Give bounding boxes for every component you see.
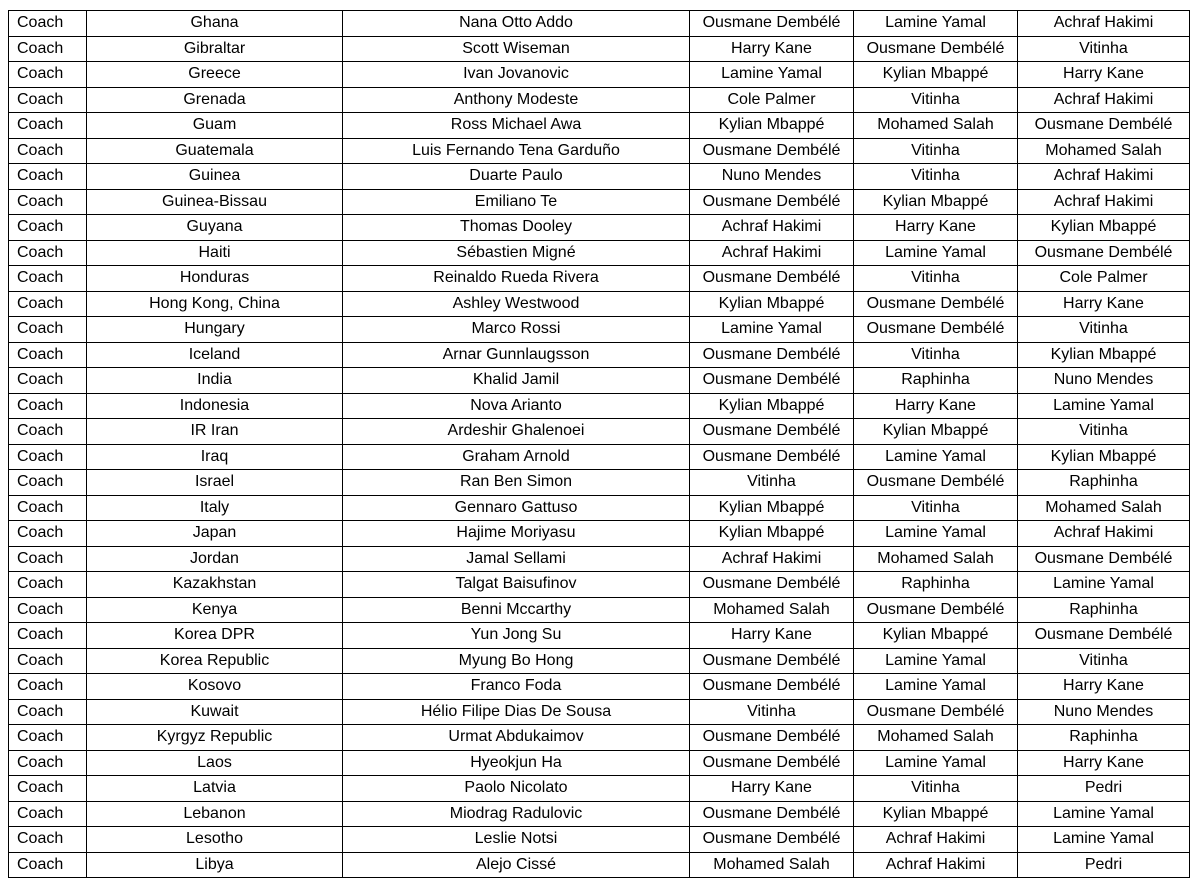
second-choice-cell: Lamine Yamal: [854, 11, 1018, 37]
table-row: [9, 521, 1190, 547]
role-cell: Coach: [9, 419, 87, 445]
third-choice-cell: Achraf Hakimi: [1018, 189, 1190, 215]
table-row: [9, 623, 1190, 649]
second-choice-cell: Raphinha: [854, 572, 1018, 598]
name-cell: Franco Foda: [343, 674, 690, 700]
second-choice-cell: Ousmane Dembélé: [854, 597, 1018, 623]
third-choice-cell: Nuno Mendes: [1018, 699, 1190, 725]
second-choice-cell: Mohamed Salah: [854, 546, 1018, 572]
second-choice-cell: Ousmane Dembélé: [854, 470, 1018, 496]
role-cell: Coach: [9, 725, 87, 751]
third-choice-cell: Ousmane Dembélé: [1018, 546, 1190, 572]
table-row: [9, 444, 1190, 470]
first-choice-cell: Ousmane Dembélé: [690, 138, 854, 164]
first-choice-cell: Kylian Mbappé: [690, 393, 854, 419]
country-cell: IR Iran: [87, 419, 343, 445]
country-cell: Greece: [87, 62, 343, 88]
table-row: [9, 189, 1190, 215]
role-cell: Coach: [9, 495, 87, 521]
name-cell: Thomas Dooley: [343, 215, 690, 241]
first-choice-cell: Ousmane Dembélé: [690, 648, 854, 674]
table-row: [9, 215, 1190, 241]
name-cell: Miodrag Radulovic: [343, 801, 690, 827]
role-cell: Coach: [9, 776, 87, 802]
third-choice-cell: Lamine Yamal: [1018, 801, 1190, 827]
second-choice-cell: Kylian Mbappé: [854, 419, 1018, 445]
third-choice-cell: Pedri: [1018, 852, 1190, 878]
role-cell: Coach: [9, 164, 87, 190]
second-choice-cell: Vitinha: [854, 164, 1018, 190]
first-choice-cell: Harry Kane: [690, 623, 854, 649]
third-choice-cell: Achraf Hakimi: [1018, 11, 1190, 37]
name-cell: Anthony Modeste: [343, 87, 690, 113]
name-cell: Hélio Filipe Dias De Sousa: [343, 699, 690, 725]
name-cell: Sébastien Migné: [343, 240, 690, 266]
third-choice-cell: Harry Kane: [1018, 291, 1190, 317]
table-row: [9, 674, 1190, 700]
third-choice-cell: Cole Palmer: [1018, 266, 1190, 292]
table-row: [9, 597, 1190, 623]
first-choice-cell: Lamine Yamal: [690, 317, 854, 343]
first-choice-cell: Vitinha: [690, 699, 854, 725]
name-cell: Alejo Cissé: [343, 852, 690, 878]
first-choice-cell: Ousmane Dembélé: [690, 750, 854, 776]
second-choice-cell: Lamine Yamal: [854, 750, 1018, 776]
third-choice-cell: Vitinha: [1018, 36, 1190, 62]
name-cell: Duarte Paulo: [343, 164, 690, 190]
first-choice-cell: Ousmane Dembélé: [690, 342, 854, 368]
third-choice-cell: Raphinha: [1018, 597, 1190, 623]
table-row: [9, 725, 1190, 751]
role-cell: Coach: [9, 113, 87, 139]
first-choice-cell: Kylian Mbappé: [690, 521, 854, 547]
table-row: [9, 801, 1190, 827]
third-choice-cell: Lamine Yamal: [1018, 827, 1190, 853]
country-cell: Latvia: [87, 776, 343, 802]
country-cell: Ghana: [87, 11, 343, 37]
country-cell: Lesotho: [87, 827, 343, 853]
name-cell: Arnar Gunnlaugsson: [343, 342, 690, 368]
name-cell: Ashley Westwood: [343, 291, 690, 317]
third-choice-cell: Harry Kane: [1018, 62, 1190, 88]
country-cell: Kenya: [87, 597, 343, 623]
first-choice-cell: Mohamed Salah: [690, 852, 854, 878]
third-choice-cell: Raphinha: [1018, 725, 1190, 751]
first-choice-cell: Achraf Hakimi: [690, 240, 854, 266]
role-cell: Coach: [9, 291, 87, 317]
country-cell: Honduras: [87, 266, 343, 292]
name-cell: Emiliano Te: [343, 189, 690, 215]
name-cell: Myung Bo Hong: [343, 648, 690, 674]
name-cell: Khalid Jamil: [343, 368, 690, 394]
third-choice-cell: Harry Kane: [1018, 750, 1190, 776]
country-cell: Guatemala: [87, 138, 343, 164]
table-row: [9, 546, 1190, 572]
second-choice-cell: Harry Kane: [854, 215, 1018, 241]
third-choice-cell: Mohamed Salah: [1018, 138, 1190, 164]
third-choice-cell: Lamine Yamal: [1018, 572, 1190, 598]
role-cell: Coach: [9, 827, 87, 853]
role-cell: Coach: [9, 801, 87, 827]
country-cell: Hungary: [87, 317, 343, 343]
second-choice-cell: Vitinha: [854, 87, 1018, 113]
second-choice-cell: Lamine Yamal: [854, 444, 1018, 470]
third-choice-cell: Achraf Hakimi: [1018, 164, 1190, 190]
country-cell: Italy: [87, 495, 343, 521]
role-cell: Coach: [9, 470, 87, 496]
second-choice-cell: Kylian Mbappé: [854, 801, 1018, 827]
first-choice-cell: Kylian Mbappé: [690, 291, 854, 317]
third-choice-cell: Harry Kane: [1018, 674, 1190, 700]
first-choice-cell: Ousmane Dembélé: [690, 266, 854, 292]
second-choice-cell: Vitinha: [854, 342, 1018, 368]
role-cell: Coach: [9, 240, 87, 266]
role-cell: Coach: [9, 623, 87, 649]
role-cell: Coach: [9, 572, 87, 598]
country-cell: Iceland: [87, 342, 343, 368]
role-cell: Coach: [9, 11, 87, 37]
third-choice-cell: Kylian Mbappé: [1018, 215, 1190, 241]
first-choice-cell: Ousmane Dembélé: [690, 368, 854, 394]
name-cell: Luis Fernando Tena Garduño: [343, 138, 690, 164]
name-cell: Jamal Sellami: [343, 546, 690, 572]
table-row: [9, 750, 1190, 776]
name-cell: Ivan Jovanovic: [343, 62, 690, 88]
table-row: [9, 776, 1190, 802]
table-row: [9, 495, 1190, 521]
second-choice-cell: Achraf Hakimi: [854, 852, 1018, 878]
role-cell: Coach: [9, 266, 87, 292]
name-cell: Hyeokjun Ha: [343, 750, 690, 776]
table-row: [9, 419, 1190, 445]
second-choice-cell: Lamine Yamal: [854, 240, 1018, 266]
country-cell: Haiti: [87, 240, 343, 266]
country-cell: Gibraltar: [87, 36, 343, 62]
first-choice-cell: Nuno Mendes: [690, 164, 854, 190]
table-row: [9, 648, 1190, 674]
first-choice-cell: Harry Kane: [690, 776, 854, 802]
first-choice-cell: Kylian Mbappé: [690, 113, 854, 139]
table-row: [9, 113, 1190, 139]
second-choice-cell: Mohamed Salah: [854, 113, 1018, 139]
table-row: [9, 368, 1190, 394]
country-cell: Korea Republic: [87, 648, 343, 674]
third-choice-cell: Mohamed Salah: [1018, 495, 1190, 521]
country-cell: India: [87, 368, 343, 394]
second-choice-cell: Lamine Yamal: [854, 648, 1018, 674]
third-choice-cell: Achraf Hakimi: [1018, 87, 1190, 113]
first-choice-cell: Ousmane Dembélé: [690, 827, 854, 853]
first-choice-cell: Mohamed Salah: [690, 597, 854, 623]
name-cell: Talgat Baisufinov: [343, 572, 690, 598]
country-cell: Guinea-Bissau: [87, 189, 343, 215]
second-choice-cell: Lamine Yamal: [854, 674, 1018, 700]
table-row: [9, 138, 1190, 164]
name-cell: Nova Arianto: [343, 393, 690, 419]
votes-table-body: [9, 11, 1190, 878]
second-choice-cell: Vitinha: [854, 495, 1018, 521]
first-choice-cell: Vitinha: [690, 470, 854, 496]
third-choice-cell: Kylian Mbappé: [1018, 444, 1190, 470]
role-cell: Coach: [9, 546, 87, 572]
table-row: [9, 291, 1190, 317]
role-cell: Coach: [9, 648, 87, 674]
first-choice-cell: Cole Palmer: [690, 87, 854, 113]
role-cell: Coach: [9, 138, 87, 164]
third-choice-cell: Ousmane Dembélé: [1018, 113, 1190, 139]
name-cell: Leslie Notsi: [343, 827, 690, 853]
third-choice-cell: Nuno Mendes: [1018, 368, 1190, 394]
country-cell: Japan: [87, 521, 343, 547]
name-cell: Nana Otto Addo: [343, 11, 690, 37]
country-cell: Kyrgyz Republic: [87, 725, 343, 751]
table-row: [9, 572, 1190, 598]
second-choice-cell: Ousmane Dembélé: [854, 317, 1018, 343]
role-cell: Coach: [9, 342, 87, 368]
table-row: [9, 11, 1190, 37]
country-cell: Korea DPR: [87, 623, 343, 649]
table-row: [9, 36, 1190, 62]
role-cell: Coach: [9, 393, 87, 419]
third-choice-cell: Raphinha: [1018, 470, 1190, 496]
role-cell: Coach: [9, 852, 87, 878]
country-cell: Lebanon: [87, 801, 343, 827]
table-row: [9, 827, 1190, 853]
table-row: [9, 852, 1190, 878]
role-cell: Coach: [9, 87, 87, 113]
name-cell: Gennaro Gattuso: [343, 495, 690, 521]
first-choice-cell: Lamine Yamal: [690, 62, 854, 88]
role-cell: Coach: [9, 317, 87, 343]
name-cell: Graham Arnold: [343, 444, 690, 470]
second-choice-cell: Achraf Hakimi: [854, 827, 1018, 853]
table-row: [9, 342, 1190, 368]
country-cell: Kosovo: [87, 674, 343, 700]
table-row: [9, 470, 1190, 496]
first-choice-cell: Ousmane Dembélé: [690, 674, 854, 700]
second-choice-cell: Kylian Mbappé: [854, 189, 1018, 215]
second-choice-cell: Vitinha: [854, 138, 1018, 164]
third-choice-cell: Vitinha: [1018, 419, 1190, 445]
role-cell: Coach: [9, 444, 87, 470]
first-choice-cell: Ousmane Dembélé: [690, 444, 854, 470]
country-cell: Israel: [87, 470, 343, 496]
third-choice-cell: Vitinha: [1018, 317, 1190, 343]
country-cell: Kazakhstan: [87, 572, 343, 598]
name-cell: Ran Ben Simon: [343, 470, 690, 496]
role-cell: Coach: [9, 215, 87, 241]
country-cell: Jordan: [87, 546, 343, 572]
votes-table: [8, 10, 1190, 878]
role-cell: Coach: [9, 521, 87, 547]
third-choice-cell: Achraf Hakimi: [1018, 521, 1190, 547]
first-choice-cell: Ousmane Dembélé: [690, 725, 854, 751]
first-choice-cell: Kylian Mbappé: [690, 495, 854, 521]
second-choice-cell: Lamine Yamal: [854, 521, 1018, 547]
second-choice-cell: Harry Kane: [854, 393, 1018, 419]
table-row: [9, 164, 1190, 190]
country-cell: Indonesia: [87, 393, 343, 419]
name-cell: Hajime Moriyasu: [343, 521, 690, 547]
role-cell: Coach: [9, 368, 87, 394]
second-choice-cell: Vitinha: [854, 266, 1018, 292]
first-choice-cell: Ousmane Dembélé: [690, 801, 854, 827]
table-row: [9, 393, 1190, 419]
second-choice-cell: Raphinha: [854, 368, 1018, 394]
first-choice-cell: Harry Kane: [690, 36, 854, 62]
second-choice-cell: Ousmane Dembélé: [854, 291, 1018, 317]
country-cell: Guinea: [87, 164, 343, 190]
second-choice-cell: Kylian Mbappé: [854, 62, 1018, 88]
table-row: [9, 62, 1190, 88]
name-cell: Ross Michael Awa: [343, 113, 690, 139]
country-cell: Libya: [87, 852, 343, 878]
first-choice-cell: Achraf Hakimi: [690, 215, 854, 241]
first-choice-cell: Ousmane Dembélé: [690, 419, 854, 445]
first-choice-cell: Achraf Hakimi: [690, 546, 854, 572]
name-cell: Marco Rossi: [343, 317, 690, 343]
role-cell: Coach: [9, 674, 87, 700]
table-row: [9, 266, 1190, 292]
country-cell: Hong Kong, China: [87, 291, 343, 317]
country-cell: Iraq: [87, 444, 343, 470]
country-cell: Laos: [87, 750, 343, 776]
table-row: [9, 87, 1190, 113]
country-cell: Guyana: [87, 215, 343, 241]
second-choice-cell: Vitinha: [854, 776, 1018, 802]
country-cell: Guam: [87, 113, 343, 139]
first-choice-cell: Ousmane Dembélé: [690, 572, 854, 598]
first-choice-cell: Ousmane Dembélé: [690, 189, 854, 215]
country-cell: Grenada: [87, 87, 343, 113]
table-row: [9, 240, 1190, 266]
third-choice-cell: Lamine Yamal: [1018, 393, 1190, 419]
name-cell: Paolo Nicolato: [343, 776, 690, 802]
role-cell: Coach: [9, 62, 87, 88]
third-choice-cell: Pedri: [1018, 776, 1190, 802]
table-row: [9, 317, 1190, 343]
role-cell: Coach: [9, 750, 87, 776]
role-cell: Coach: [9, 699, 87, 725]
second-choice-cell: Kylian Mbappé: [854, 623, 1018, 649]
second-choice-cell: Mohamed Salah: [854, 725, 1018, 751]
third-choice-cell: Ousmane Dembélé: [1018, 623, 1190, 649]
third-choice-cell: Vitinha: [1018, 648, 1190, 674]
role-cell: Coach: [9, 36, 87, 62]
name-cell: Benni Mccarthy: [343, 597, 690, 623]
name-cell: Urmat Abdukaimov: [343, 725, 690, 751]
second-choice-cell: Ousmane Dembélé: [854, 699, 1018, 725]
role-cell: Coach: [9, 189, 87, 215]
name-cell: Ardeshir Ghalenoei: [343, 419, 690, 445]
name-cell: Scott Wiseman: [343, 36, 690, 62]
role-cell: Coach: [9, 597, 87, 623]
name-cell: Yun Jong Su: [343, 623, 690, 649]
first-choice-cell: Ousmane Dembélé: [690, 11, 854, 37]
third-choice-cell: Kylian Mbappé: [1018, 342, 1190, 368]
table-row: [9, 699, 1190, 725]
name-cell: Reinaldo Rueda Rivera: [343, 266, 690, 292]
second-choice-cell: Ousmane Dembélé: [854, 36, 1018, 62]
country-cell: Kuwait: [87, 699, 343, 725]
third-choice-cell: Ousmane Dembélé: [1018, 240, 1190, 266]
